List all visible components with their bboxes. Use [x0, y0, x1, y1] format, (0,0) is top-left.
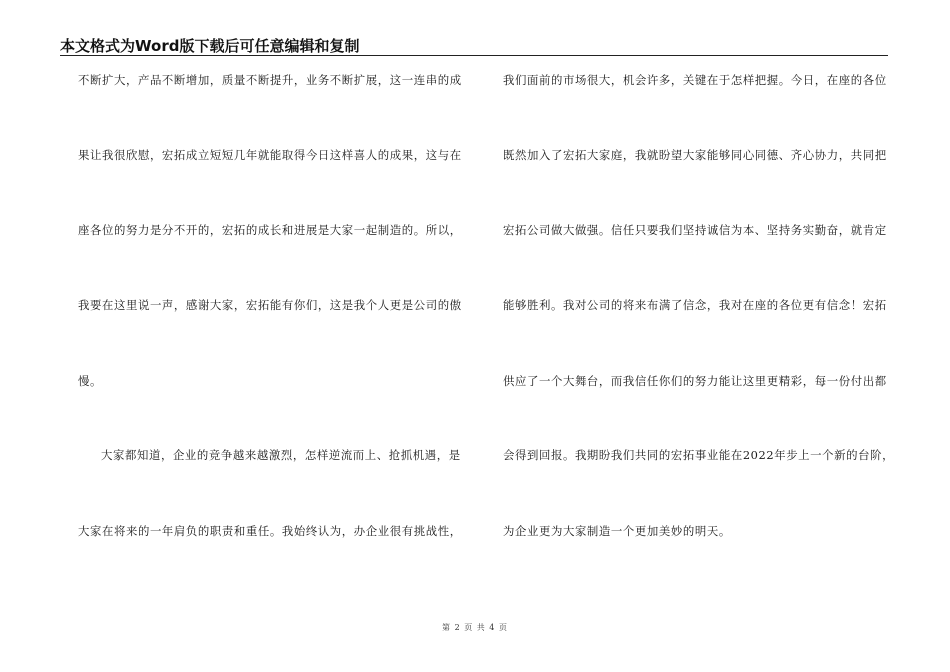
text-line: 既然加入了宏拓大家庭，我就盼望大家能够同心同德、齐心协力，共同把 [503, 148, 887, 162]
header-divider [60, 55, 888, 56]
page-number: 第 2 页 共 4 页 [442, 623, 508, 632]
text-line: 大家在将来的一年肩负的职责和重任。我始终认为，办企业很有挑战性， [78, 524, 462, 538]
text-line: 会得到回报。我期盼我们共同的宏拓事业能在2022年步上一个新的台阶， [503, 448, 895, 462]
text-line: 慢。 [78, 374, 102, 388]
text-line: 能够胜利。我对公司的将来布满了信念，我对在座的各位更有信念！宏拓 [503, 298, 887, 312]
text-line: 宏拓公司做大做强。信任只要我们坚持诚信为本、坚持务实勤奋，就肯定 [503, 223, 887, 237]
text-line: 果让我很欣慰，宏拓成立短短几年就能取得今日这样喜人的成果，这与在 [78, 148, 462, 162]
text-line: 为企业更为大家制造一个更加美妙的明天。 [503, 524, 731, 538]
text-line: 座各位的努力是分不开的，宏拓的成长和进展是大家一起制造的。所以， [78, 223, 462, 237]
text-line: 我们面前的市场很大，机会许多，关键在于怎样把握。今日，在座的各位 [503, 73, 887, 87]
text-line: 大家都知道，企业的竞争越来越激烈，怎样逆流而上、抢抓机遇，是 [101, 448, 461, 462]
document-header: 本文格式为Word版下载后可任意编辑和复制 [60, 37, 360, 55]
text-line: 我要在这里说一声，感谢大家，宏拓能有你们，这是我个人更是公司的傲 [78, 298, 462, 312]
text-line: 供应了一个大舞台，而我信任你们的努力能让这里更精彩，每一份付出都 [503, 374, 887, 388]
text-line: 不断扩大，产品不断增加，质量不断提升，业务不断扩展，这一连串的成 [78, 73, 462, 87]
